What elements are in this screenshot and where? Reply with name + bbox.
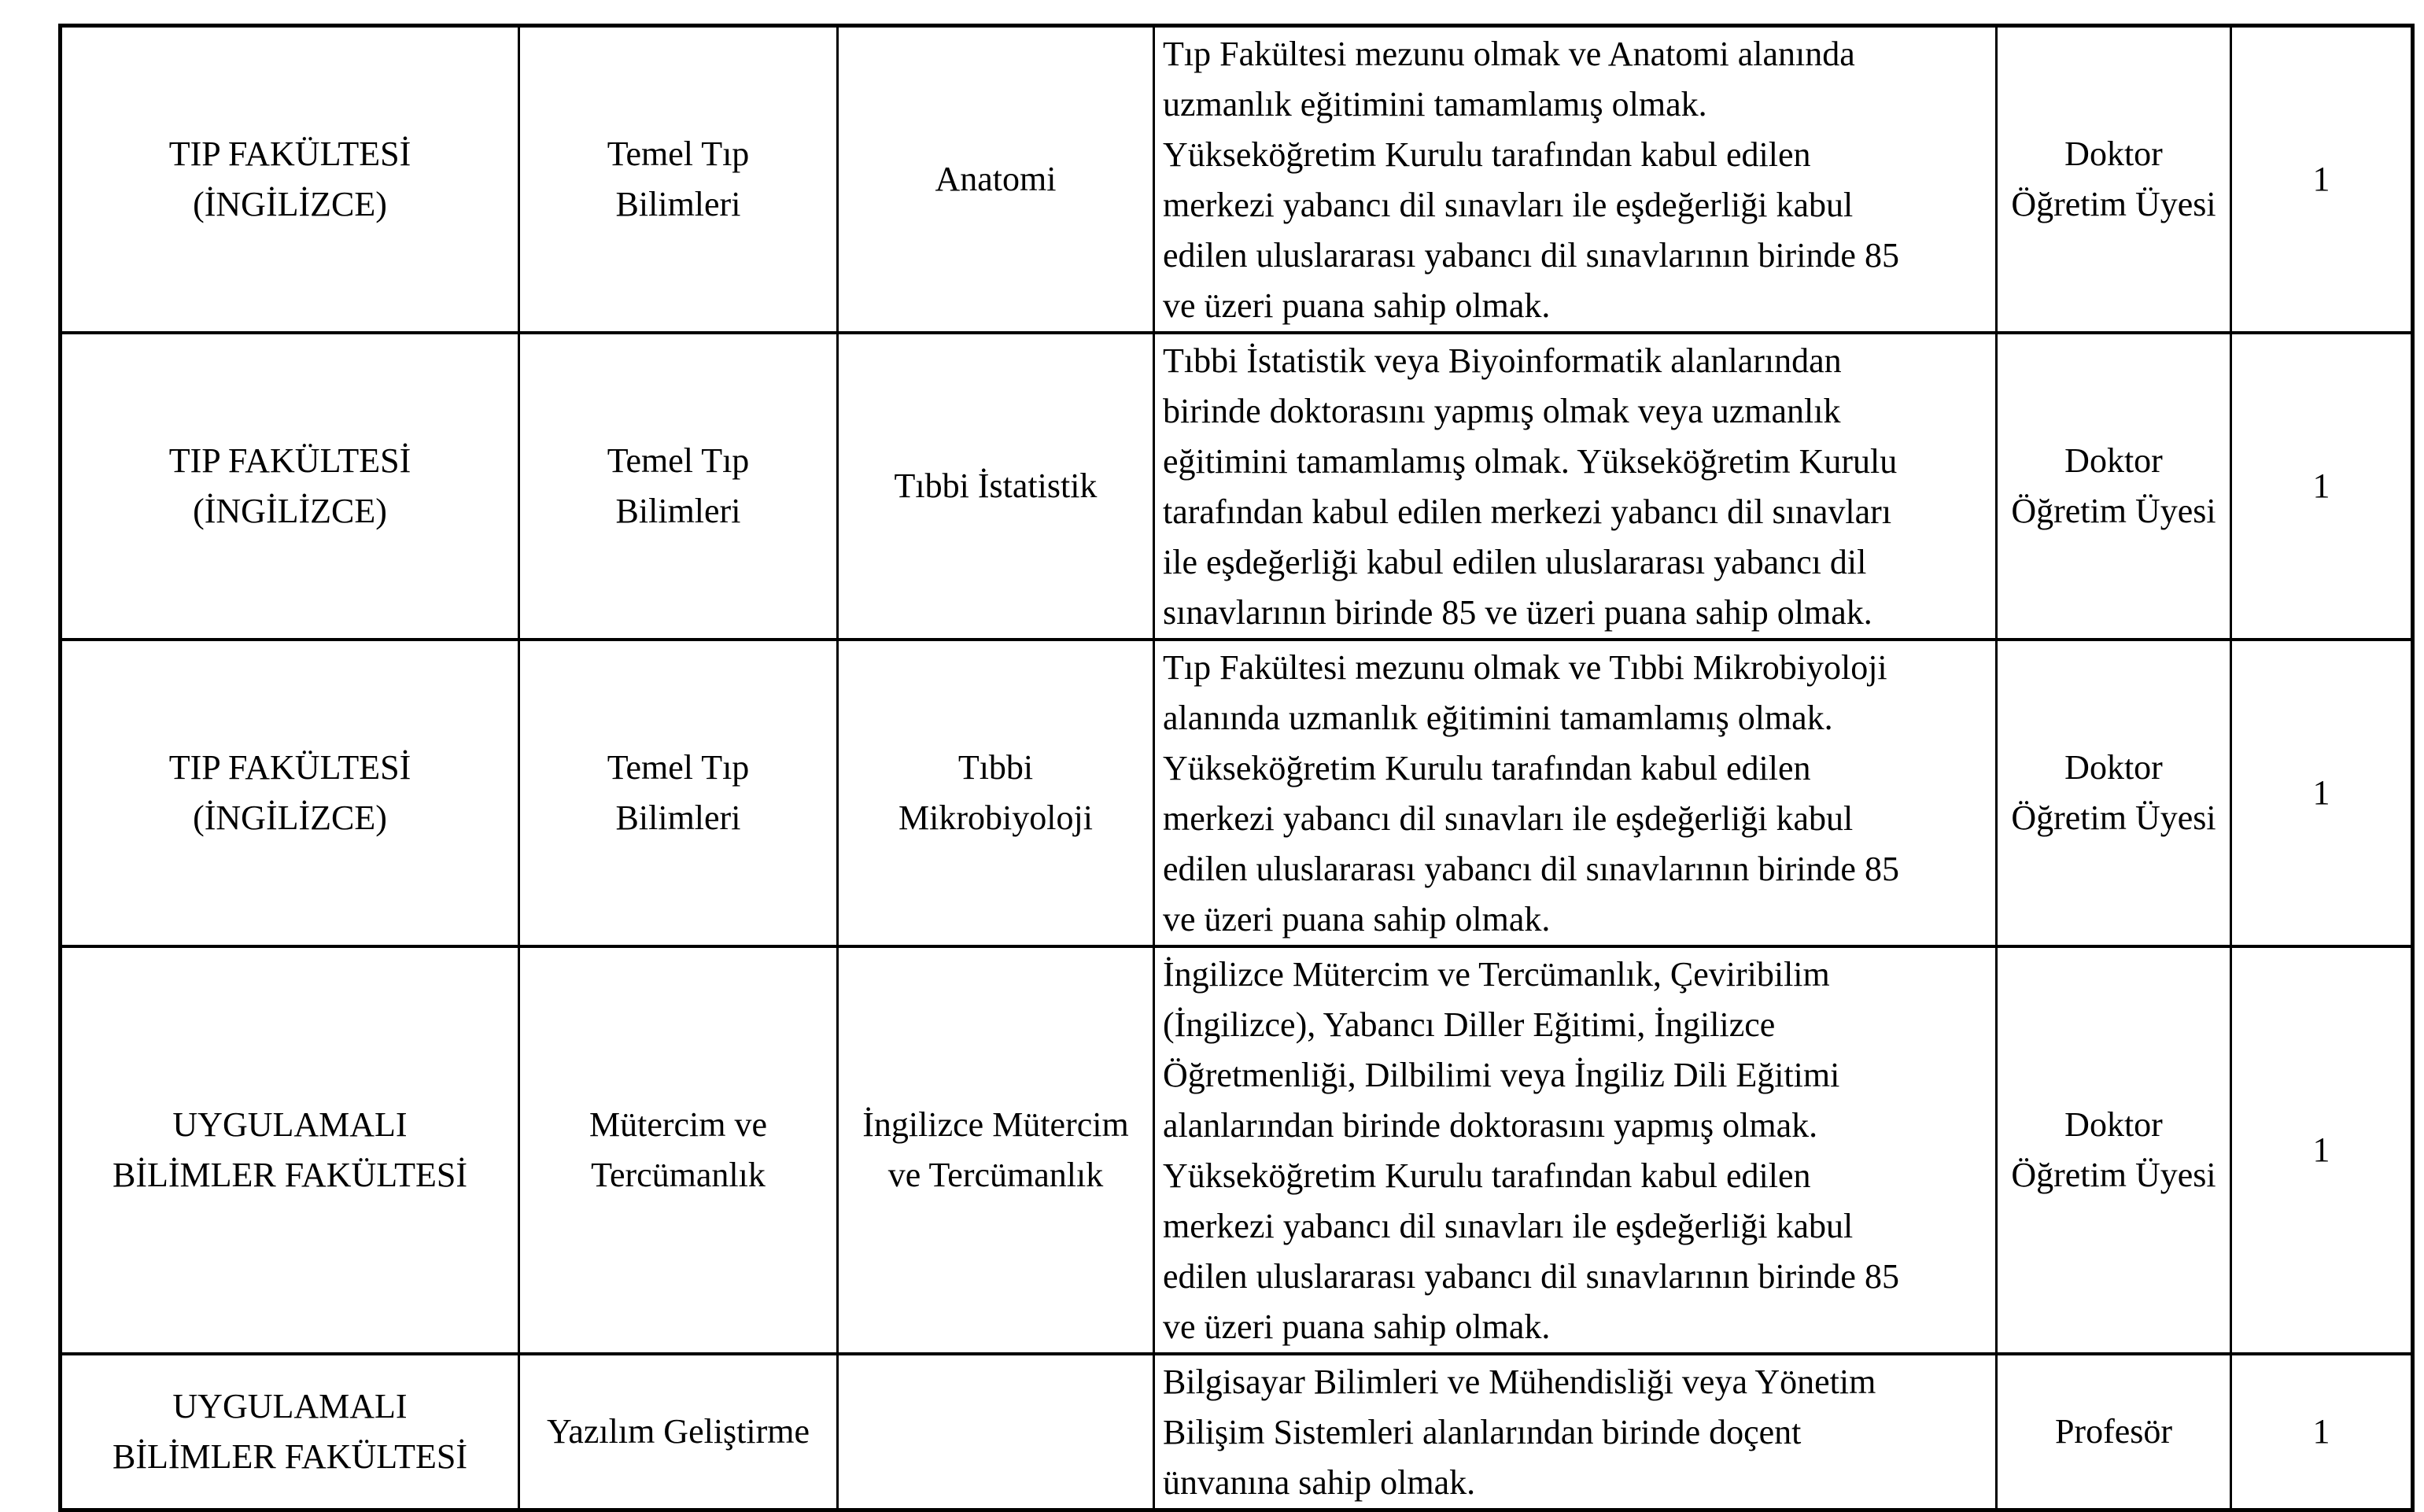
academic-title-text-line: Öğretim Üyesi — [2011, 185, 2216, 223]
department-text-line: Temel Tıp — [607, 135, 750, 173]
academic-title-cell — [1997, 946, 2231, 1354]
requirements-text-line: Tıp Fakültesi mezunu olmak ve Anatomi alanında — [1163, 35, 1855, 73]
requirements-text-line: merkezi yabancı dil sınavları ile eşdeğerliği kabul — [1163, 1207, 1854, 1245]
requirements-text-line: (İngilizce), Yabancı Diller Eğitimi, İngilizce — [1163, 1005, 1776, 1044]
requirements-text-line: ve üzeri puana sahip olmak. — [1163, 900, 1551, 939]
position-count-cell — [2231, 333, 2413, 640]
table-row — [61, 26, 2413, 334]
requirements-text-line: merkezi yabancı dil sınavları ile eşdeğerliği kabul — [1163, 186, 1854, 224]
requirements-text-line: ile eşdeğerliği kabul edilen uluslararası yabancı dil — [1163, 543, 1867, 581]
program-text-line: Anatomi — [935, 160, 1057, 198]
faculty-text-line: BİLİMLER FAKÜLTESİ — [113, 1156, 467, 1194]
requirements-text-line: edilen uluslararası yabancı dil sınavlarının birinde 85 — [1163, 1257, 1899, 1296]
requirements-text-line: ve üzeri puana sahip olmak. — [1163, 1307, 1551, 1346]
position-count-cell — [2231, 26, 2413, 334]
table-row — [61, 1354, 2413, 1510]
academic-title-text-line: Öğretim Üyesi — [2011, 1156, 2216, 1194]
program-text-line: ve Tercümanlık — [887, 1156, 1104, 1194]
department-text-line: Mütercim ve — [588, 1105, 768, 1144]
department-text-line: Bilimleri — [615, 185, 741, 223]
program-cell — [838, 333, 1154, 640]
program-text-line: Tıbbi — [957, 748, 1034, 787]
requirements-text-line: Bilgisayar Bilimleri ve Mühendisliği veya Yönetim — [1163, 1363, 1876, 1401]
department-cell — [519, 946, 838, 1354]
academic-title-text-line: Profesör — [2054, 1412, 2173, 1451]
position-count-text-line: 1 — [2312, 773, 2330, 812]
faculty-text-line: UYGULAMALI — [172, 1105, 408, 1144]
requirements-text-line: Tıbbi İstatistik veya Biyoinformatik alanlarından — [1163, 341, 1842, 380]
faculty-cell — [61, 26, 519, 334]
program-text-line: Mikrobiyoloji — [898, 798, 1093, 837]
program-text-line: Tıbbi İstatistik — [894, 467, 1098, 505]
faculty-text-line: TIP FAKÜLTESİ — [168, 748, 411, 787]
department-cell — [519, 26, 838, 334]
position-count-cell — [2231, 640, 2413, 946]
faculty-text-line: UYGULAMALI — [172, 1387, 408, 1425]
positions-table-body — [61, 26, 2413, 1510]
faculty-cell — [61, 1354, 519, 1510]
academic-title-cell — [1997, 333, 2231, 640]
table-row — [61, 640, 2413, 946]
requirements-text-line: edilen uluslararası yabancı dil sınavlarının birinde 85 — [1163, 236, 1899, 275]
positions-table — [58, 24, 2415, 1512]
requirements-text-line: birinde doktorasını yapmış olmak veya uzmanlık — [1163, 392, 1841, 430]
requirements-text-line: eğitimini tamamlamış olmak. Yükseköğretim Kurulu — [1163, 442, 1898, 481]
program-cell — [838, 946, 1154, 1354]
position-count-text-line: 1 — [2312, 160, 2330, 198]
academic-title-text-line: Doktor — [2064, 135, 2163, 173]
requirements-text-line: Yükseköğretim Kurulu tarafından kabul edilen — [1163, 1156, 1811, 1195]
requirements-text-line: Bilişim Sistemleri alanlarından birinde doçent — [1163, 1413, 1802, 1451]
department-cell — [519, 1354, 838, 1510]
department-text-line: Bilimleri — [615, 492, 741, 530]
academic-title-cell — [1997, 640, 2231, 946]
requirements-text-line: edilen uluslararası yabancı dil sınavlarının birinde 85 — [1163, 850, 1899, 888]
program-cell — [838, 26, 1154, 334]
faculty-cell — [61, 640, 519, 946]
requirements-text-line: alanlarından birinde doktorasını yapmış olmak. — [1163, 1106, 1818, 1145]
requirements-text-line: uzmanlık eğitimini tamamlamış olmak. — [1163, 85, 1707, 124]
academic-title-text-line: Doktor — [2064, 748, 2163, 787]
faculty-text-line: (İNGİLİZCE) — [193, 185, 387, 223]
program-text-line: İngilizce Mütercim — [862, 1105, 1129, 1144]
position-count-text-line: 1 — [2312, 467, 2330, 505]
position-count-text-line: 1 — [2312, 1412, 2330, 1451]
department-text-line: Yazılım Geliştirme — [546, 1412, 810, 1451]
requirements-text-line: Yükseköğretim Kurulu tarafından kabul edilen — [1163, 749, 1811, 787]
requirements-text-line: ve üzeri puana sahip olmak. — [1163, 286, 1551, 325]
faculty-text-line: TIP FAKÜLTESİ — [168, 441, 411, 480]
academic-title-text-line: Öğretim Üyesi — [2011, 492, 2216, 530]
department-text-line: Temel Tıp — [607, 748, 750, 787]
department-text-line: Bilimleri — [615, 798, 741, 837]
requirements-text-line: İngilizce Mütercim ve Tercümanlık, Çeviribilim — [1163, 955, 1830, 994]
department-cell — [519, 640, 838, 946]
academic-title-text-line: Doktor — [2064, 1105, 2163, 1144]
academic-title-text-line: Doktor — [2064, 441, 2163, 480]
faculty-text-line: BİLİMLER FAKÜLTESİ — [113, 1437, 467, 1476]
faculty-text-line: (İNGİLİZCE) — [193, 492, 387, 530]
position-count-cell — [2231, 1354, 2413, 1510]
requirements-cell — [1154, 946, 1997, 1354]
department-text-line: Tercümanlık — [591, 1156, 766, 1194]
department-text-line: Temel Tıp — [607, 441, 750, 480]
academic-title-cell — [1997, 1354, 2231, 1510]
academic-title-text-line: Öğretim Üyesi — [2011, 798, 2216, 837]
program-cell — [838, 640, 1154, 946]
requirements-text-line: Tıp Fakültesi mezunu olmak ve Tıbbi Mikrobiyoloji — [1163, 648, 1887, 687]
requirements-cell — [1154, 26, 1997, 334]
requirements-text-line: merkezi yabancı dil sınavları ile eşdeğerliği kabul — [1163, 799, 1854, 838]
faculty-text-line: (İNGİLİZCE) — [193, 798, 387, 837]
faculty-cell — [61, 333, 519, 640]
requirements-text-line: ünvanına sahip olmak. — [1163, 1463, 1476, 1502]
faculty-cell — [61, 946, 519, 1354]
requirements-cell — [1154, 640, 1997, 946]
department-cell — [519, 333, 838, 640]
table-row — [61, 333, 2413, 640]
academic-title-cell — [1997, 26, 2231, 334]
position-count-text-line: 1 — [2312, 1130, 2330, 1169]
requirements-text-line: Öğretmenliği, Dilbilimi veya İngiliz Dili Eğitimi — [1163, 1056, 1840, 1094]
requirements-cell — [1154, 1354, 1997, 1510]
faculty-text-line: TIP FAKÜLTESİ — [168, 135, 411, 173]
program-cell — [838, 1354, 1154, 1510]
requirements-cell — [1154, 333, 1997, 640]
table-row — [61, 946, 2413, 1354]
requirements-text-line: Yükseköğretim Kurulu tarafından kabul edilen — [1163, 135, 1811, 174]
requirements-text-line: sınavlarının birinde 85 ve üzeri puana sahip olmak. — [1163, 593, 1872, 632]
requirements-text-line: tarafından kabul edilen merkezi yabancı dil sınavları — [1163, 492, 1892, 531]
position-count-cell — [2231, 946, 2413, 1354]
requirements-text-line: alanında uzmanlık eğitimini tamamlamış olmak. — [1163, 699, 1833, 737]
